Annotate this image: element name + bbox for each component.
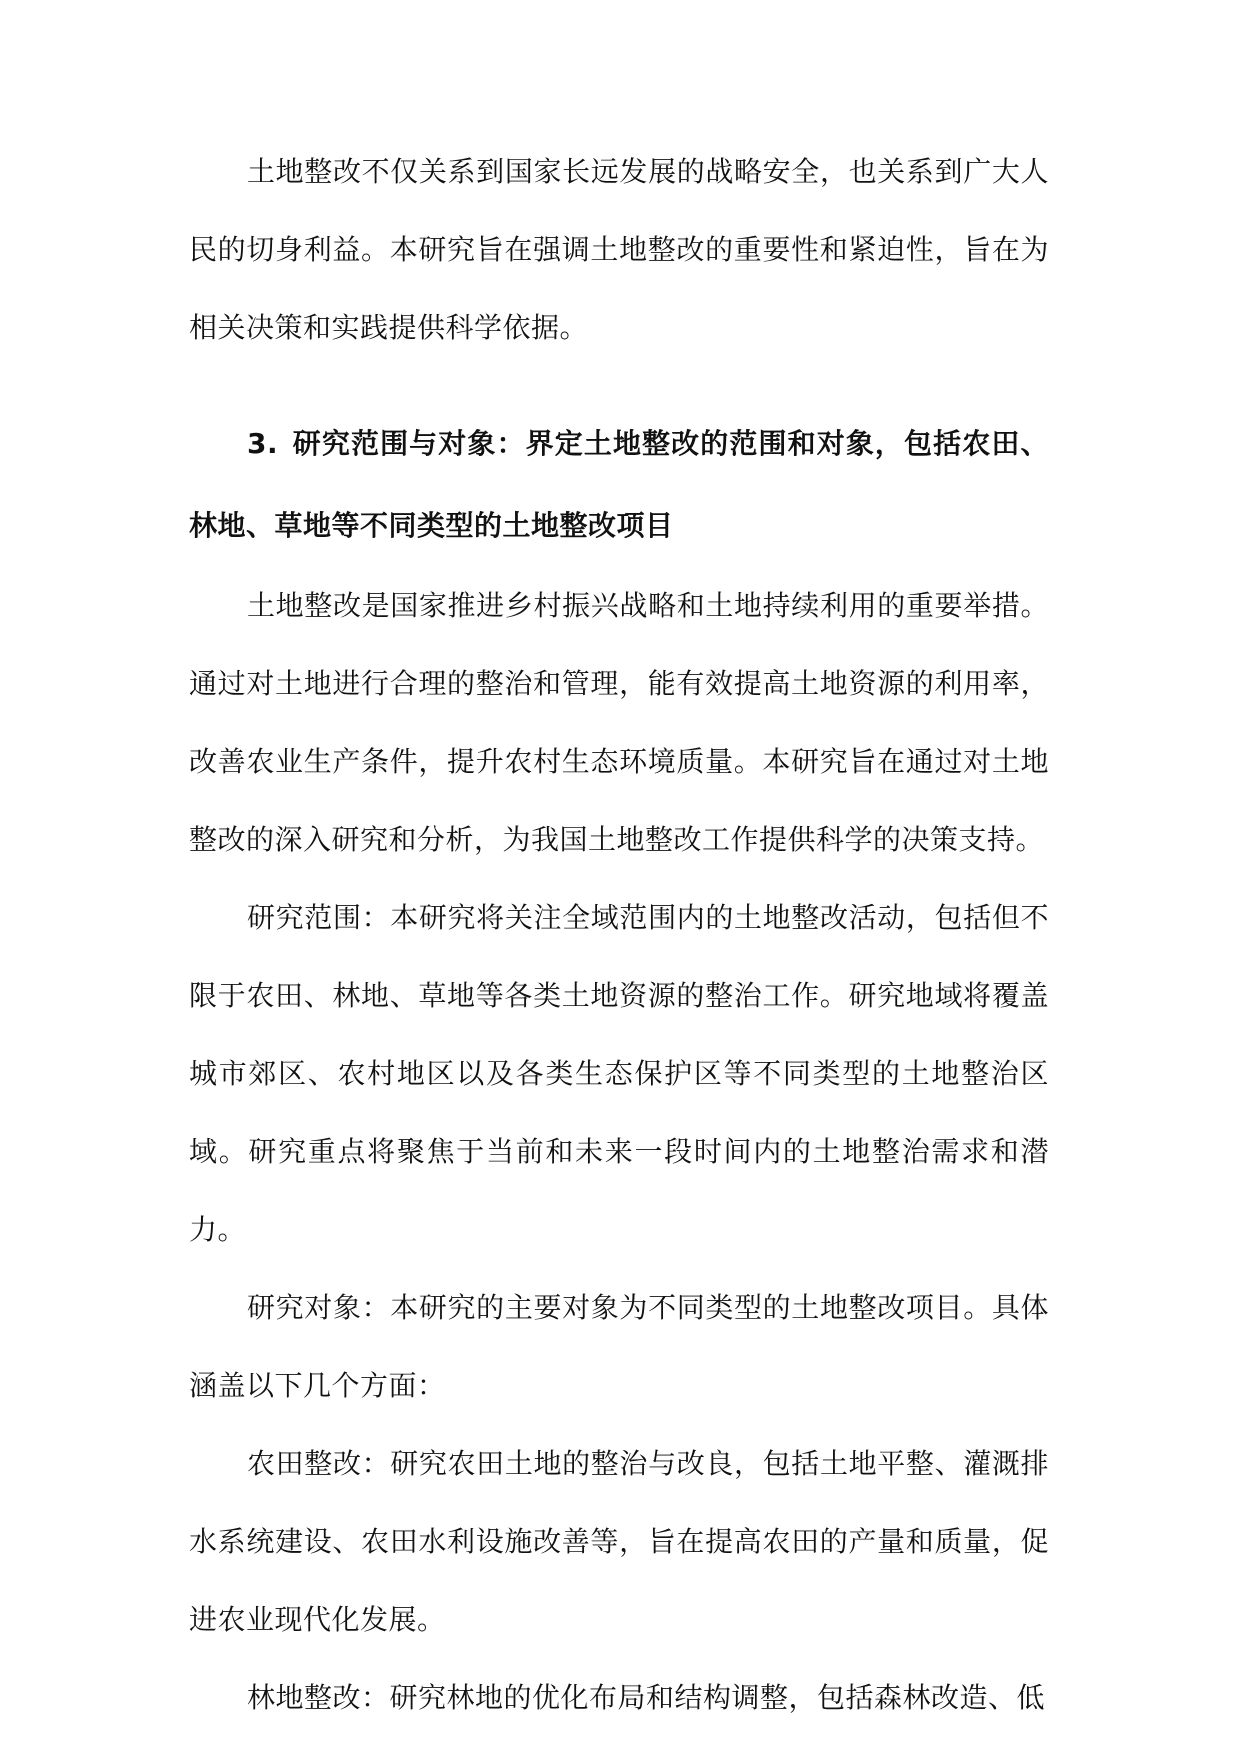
body-paragraph-scope: 研究范围：本研究将关注全域范围内的土地整改活动，包括但不限于农田、林地、草地等各类土地资源的整治工作。研究地域将覆盖城市郊区、农村地区以及各类生态保护区等不同类型的土地整治区域。研究重点将聚焦于当前和未来一段时间内的土地整治需求和潜力。 xyxy=(189,901,1049,1246)
body-paragraph-objects: 研究对象：本研究的主要对象为不同类型的土地整改项目。具体涵盖以下几个方面： xyxy=(189,1291,1049,1402)
body-paragraph-overview: 土地整改是国家推进乡村振兴战略和土地持续利用的重要举措。通过对土地进行合理的整治和管理，能有效提高土地资源的利用率，改善农业生产条件，提升农村生态环境质量。本研究旨在通过对土地整改的深入研究和分析，为我国土地整改工作提供科学的决策支持。 xyxy=(189,589,1049,856)
body-paragraph-farmland: 农田整改：研究农田土地的整治与改良，包括土地平整、灌溉排水系统建设、农田水利设施改善等，旨在提高农田的产量和质量，促进农业现代化发展。 xyxy=(189,1447,1049,1636)
section-number: 3. xyxy=(247,427,279,460)
intro-paragraph: 土地整改不仅关系到国家长远发展的战略安全，也关系到广大人民的切身利益。本研究旨在强调土地整改的重要性和紧迫性，旨在为相关决策和实践提供科学依据。 xyxy=(189,155,1049,344)
body-paragraph-forest: 林地整改：研究林地的优化布局和结构调整，包括森林改造、低 xyxy=(247,1681,1046,1714)
section-title: 研究范围与对象：界定土地整改的范围和对象，包括农田、林地、草地等不同类型的土地整改项目 xyxy=(189,427,1049,542)
section-heading xyxy=(189,403,1049,567)
document-body xyxy=(189,133,1049,1737)
